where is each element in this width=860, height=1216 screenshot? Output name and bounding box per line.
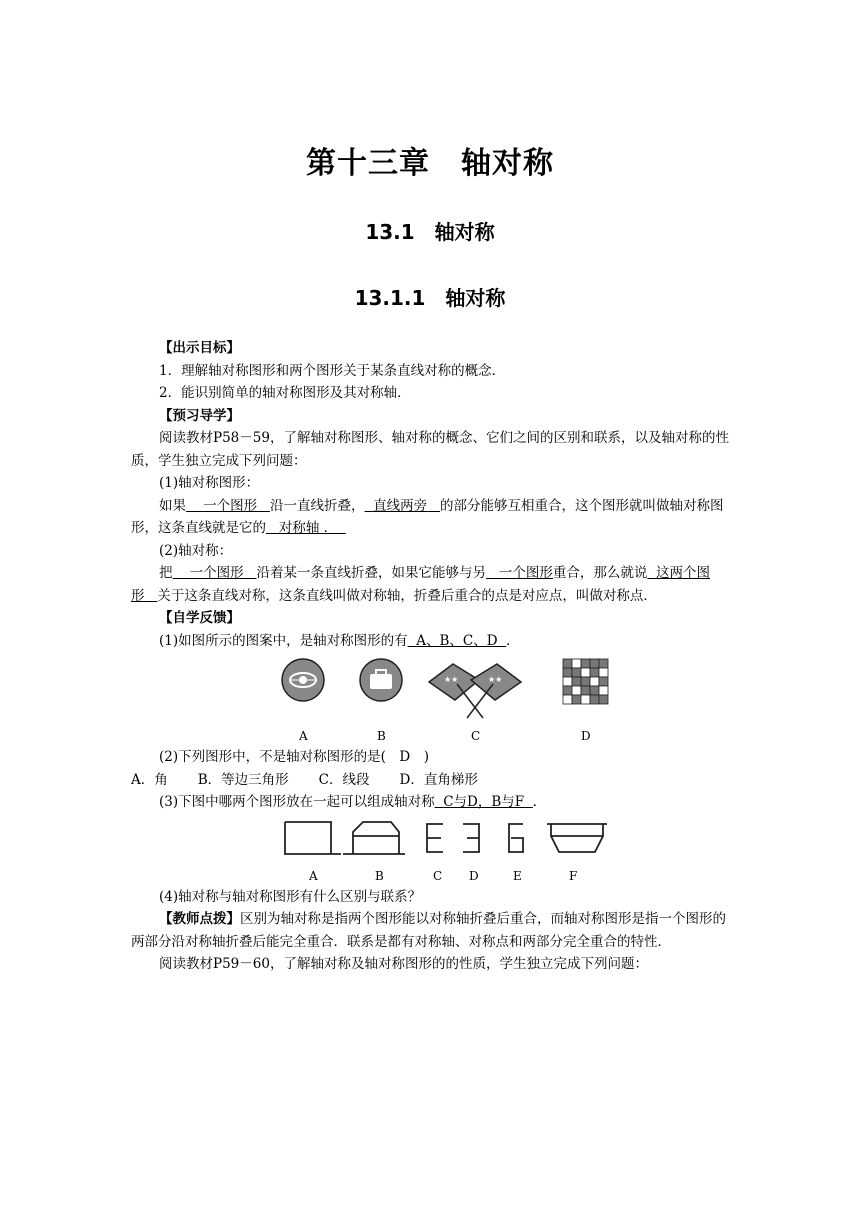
text: (1)如图所示的图案中，是轴对称图形的有 [159, 632, 408, 649]
feedback-q4: (4)轴对称与轴对称图形有什么区别与联系？ [159, 888, 422, 905]
preview-intro: 阅读教材P58－59，了解轴对称图形、轴对称的概念、它们之间的区别和联系，以及轴对称的性质，学生独立完成下列问题： [131, 430, 729, 469]
text: 沿着某一条直线折叠，如果它能够与另 [256, 565, 487, 581]
text: 把 [159, 565, 173, 581]
text: 沿一直线折叠， [270, 497, 365, 514]
final-instruction: 阅读教材P59－60，了解轴对称及轴对称图形的的性质，学生独立完成下列问题： [159, 956, 648, 972]
shape-a-icon [285, 822, 341, 854]
grid-cell [590, 695, 599, 704]
pattern-d-icon [563, 659, 608, 704]
teacher-tip [131, 908, 731, 953]
preview-q1-label: (1)轴对称图形： [159, 475, 260, 491]
preview-q2 [131, 562, 731, 607]
grid-cell [590, 686, 599, 695]
answer-blank [486, 565, 553, 581]
fig1-label-d: D [581, 729, 591, 743]
feedback-q2: (2)下列图形中，不是轴对称图形的是( D ) [159, 749, 429, 765]
shape-b-icon [343, 822, 405, 854]
grid-cell [590, 677, 599, 686]
grid-cell [572, 686, 581, 695]
figure-symmetric-patterns [131, 656, 731, 744]
text: ． [532, 794, 547, 810]
answer: C与D，B与F [443, 794, 525, 810]
pattern-b-icon [360, 659, 402, 701]
answer-blank [365, 498, 440, 514]
fig1-label-c: C [471, 729, 481, 743]
answer: 对称轴 [278, 520, 320, 536]
answer-blank [266, 520, 346, 536]
fig3-label-d: D [469, 868, 479, 883]
text: 重合，那么就说 [552, 565, 648, 581]
grid-cell [572, 695, 581, 704]
text: 关于这条直线对称，这条直线叫做对称轴，折叠后重合的点是对应点，叫做对称点． [157, 587, 657, 604]
grid-cell [599, 695, 608, 704]
answer: 一个图形 [189, 565, 244, 581]
preview-q1 [131, 495, 731, 540]
answer-blank [435, 794, 533, 810]
preview-q2-label: (2)轴对称： [159, 542, 233, 559]
option-d: D．直角梯形 [399, 771, 478, 788]
feedback-q3 [131, 791, 731, 814]
shape-d-icon [463, 824, 479, 852]
subsection-title: 13.1.1 轴对称 [354, 286, 506, 310]
goal-item: 2．能识别简单的轴对称图形及其对称轴． [159, 385, 411, 401]
answer: 一个图形 [203, 497, 258, 514]
goals-heading: 【出示目标】 [159, 340, 240, 356]
tip-heading: 【教师点拨】 [159, 911, 240, 927]
answer: 这两个图形 [131, 565, 711, 604]
answer: 一个图形 [498, 565, 553, 581]
fig1-label-a: A [299, 729, 308, 743]
text: 如果 [159, 497, 186, 514]
chapter-title: 第十三章 轴对称 [306, 146, 554, 181]
option-a: A．角 [131, 771, 168, 788]
grid-cell [599, 686, 608, 695]
fig1-label-b: B [377, 729, 386, 743]
answer: 直线两旁 [373, 497, 428, 514]
grid-cell [563, 659, 572, 668]
section-title: 13.1 轴对称 [365, 220, 495, 244]
feedback-q1 [131, 630, 731, 653]
shape-f-icon [547, 824, 607, 852]
option-b: B．等边三角形 [197, 771, 289, 788]
grid-cell [581, 695, 590, 704]
grid-cell [599, 677, 608, 686]
answer: A、B、C、D [416, 632, 498, 649]
feedback-heading: 【自学反馈】 [159, 610, 240, 626]
answer-blank [173, 565, 257, 581]
grid-cell [599, 668, 608, 677]
shape-e-icon [509, 824, 523, 852]
fig3-label-b: B [375, 868, 384, 883]
grid-cell [572, 677, 581, 686]
svg-text:★★: ★★ [488, 675, 503, 684]
grid-cell [599, 659, 608, 668]
answer-blank [408, 633, 507, 649]
text: ． [506, 632, 520, 649]
option-c: C．线段 [318, 771, 370, 788]
text: 的部分能够互相重合，这个图形就叫做轴对称图形，这条直线就是它的 [131, 497, 724, 536]
grid-cell [581, 686, 590, 695]
preview-heading: 【预习导学】 [159, 407, 240, 424]
fig3-label-a: A [309, 868, 318, 883]
answer: ． [323, 520, 338, 536]
text: (3)下图中哪两个图形放在一起可以组成轴对称 [159, 794, 435, 810]
pattern-c-icon [429, 664, 521, 718]
grid-cell [581, 659, 590, 668]
pattern-a-icon [282, 659, 324, 701]
grid-cell [563, 668, 572, 677]
answer-blank [186, 498, 270, 514]
content-body [131, 337, 731, 976]
grid-cell [590, 668, 599, 677]
grid-cell [590, 659, 599, 668]
feedback-q2-options [131, 769, 731, 792]
grid-cell [563, 686, 572, 695]
tip-text: 区别为轴对称是指两个图形能以对称轴折叠后重合，而轴对称图形是指一个图形的两部分沿对称轴折叠后能完全重合．联系是都有对称轴、对称点和两部分完全重合的特性． [131, 911, 726, 950]
grid-cell [563, 695, 572, 704]
patterns-svg [131, 656, 731, 744]
fig3-label-c: C [433, 868, 443, 883]
fig3-label-f: F [569, 868, 578, 883]
svg-text:★★: ★★ [444, 675, 459, 684]
shape-c-icon [427, 824, 443, 852]
shapes-svg [131, 814, 731, 886]
grid-cell [581, 668, 590, 677]
goal-item: 1．理解轴对称图形和两个图形关于某条直线对称的概念． [159, 362, 506, 379]
grid-cell [581, 677, 590, 686]
grid-cell [572, 668, 581, 677]
grid-cell [563, 677, 572, 686]
fig3-label-e: E [513, 868, 522, 883]
grid-cell [572, 659, 581, 668]
figure-shape-pairs [131, 814, 731, 886]
